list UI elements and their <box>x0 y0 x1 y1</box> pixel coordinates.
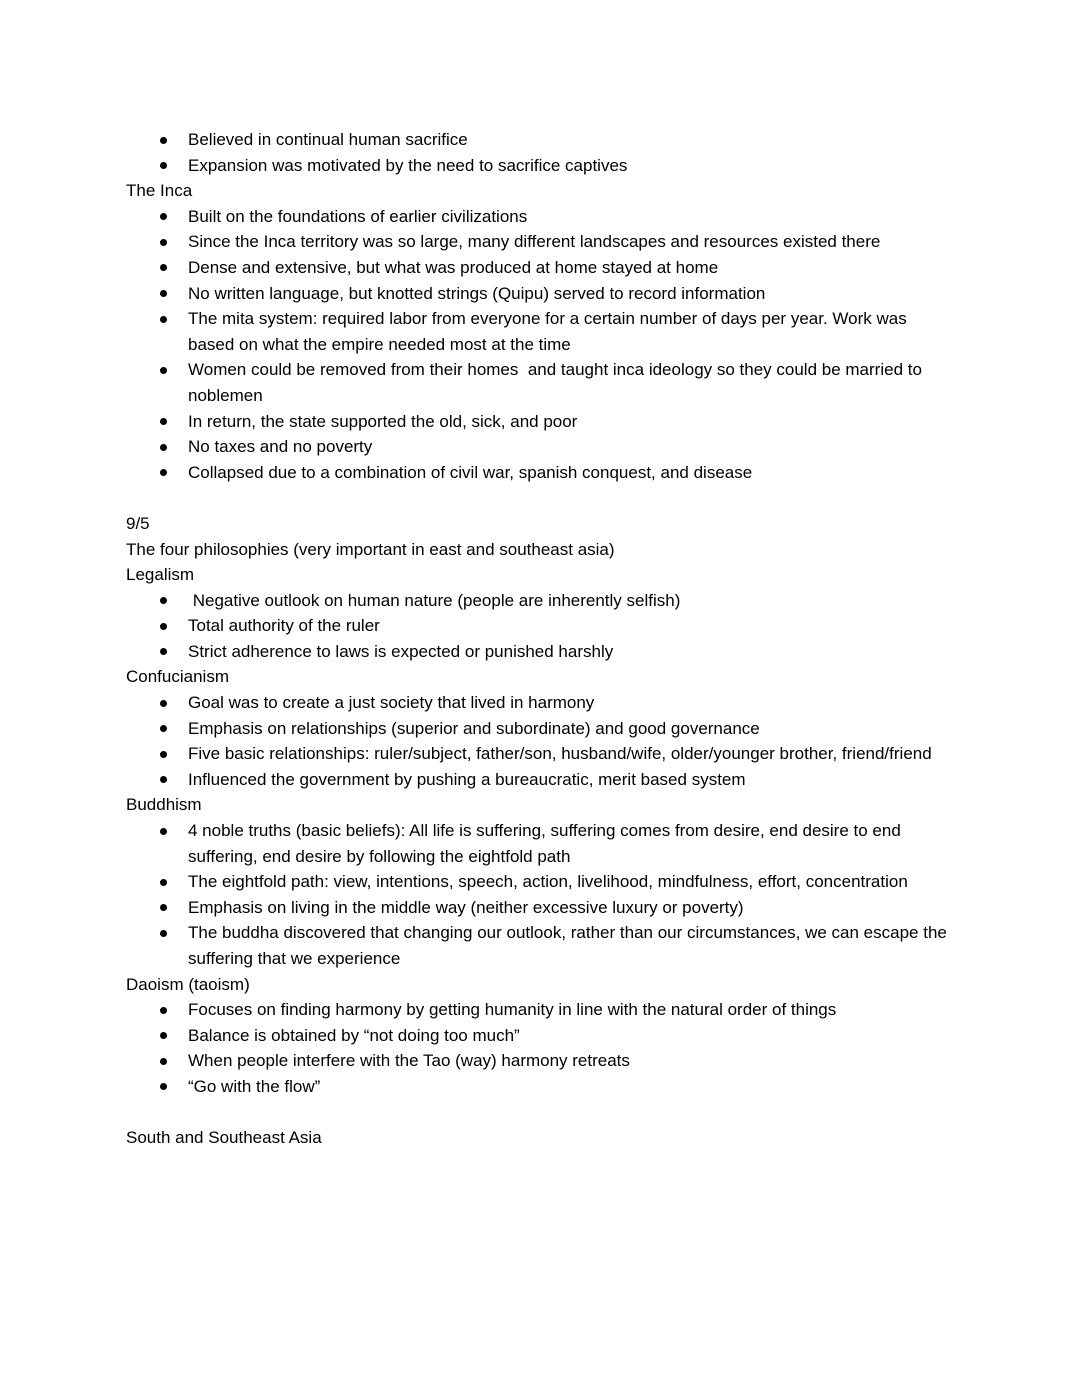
list-item <box>126 588 953 614</box>
bullet-icon <box>160 648 167 655</box>
list-item <box>126 690 953 716</box>
bullet-icon <box>160 930 167 937</box>
list-item-text: The buddha discovered that changing our outlook, rather than our circumstances, we can escape the suffering that we experience <box>188 923 952 968</box>
bullet-icon <box>160 137 167 144</box>
list-item-text: Goal was to create a just society that lived in harmony <box>188 693 595 713</box>
bullet-list <box>126 690 953 792</box>
list-item-text: “Go with the flow” <box>188 1076 321 1096</box>
bullet-icon <box>160 290 167 297</box>
bullet-icon <box>160 776 167 783</box>
list-item <box>126 869 953 895</box>
list-item-text: Strict adherence to laws is expected or punished harshly <box>188 641 614 661</box>
bullet-icon <box>160 316 167 323</box>
date-heading: 9/5 <box>126 513 150 533</box>
list-item-text: 4 noble truths (basic beliefs): All life is suffering, suffering comes from desire, end desire to end suffering, end desire by following the eightfold path <box>188 821 906 866</box>
bullet-icon <box>160 700 167 707</box>
bullet-icon <box>160 828 167 835</box>
list-item <box>126 255 953 281</box>
section-heading: The four philosophies (very important in east and southeast asia) <box>126 539 615 559</box>
section-heading: Legalism <box>126 565 195 585</box>
list-item <box>126 1023 953 1049</box>
bullet-icon <box>160 162 167 169</box>
list-item <box>126 434 953 460</box>
list-item-text: Believed in continual human sacrifice <box>188 130 468 149</box>
list-item <box>126 741 953 767</box>
list-item <box>126 153 953 179</box>
bullet-icon <box>160 1058 167 1065</box>
list-item <box>126 306 953 357</box>
list-item <box>126 895 953 921</box>
list-item-text: No taxes and no poverty <box>188 437 373 457</box>
list-item <box>126 767 953 793</box>
list-item <box>126 229 953 255</box>
bullet-icon <box>160 264 167 271</box>
list-item-text: Focuses on finding harmony by getting humanity in line with the natural order of things <box>188 1000 837 1020</box>
list-item-text: Negative outlook on human nature (people are inherently selfish) <box>188 590 681 610</box>
bullet-icon <box>160 239 167 246</box>
list-item-text: Women could be removed from their homes and taught inca ideology so they could be married to noblemen <box>188 360 927 405</box>
bullet-icon <box>160 1032 167 1039</box>
bullet-icon <box>160 213 167 220</box>
list-item <box>126 1048 953 1074</box>
bullet-list <box>126 127 953 178</box>
section-heading: Daoism (taoism) <box>126 974 250 994</box>
list-item <box>126 409 953 435</box>
blank-line <box>126 485 953 511</box>
list-item-text: Total authority of the ruler <box>188 616 380 636</box>
list-item <box>126 357 953 408</box>
list-item-text: Built on the foundations of earlier civilizations <box>188 206 528 226</box>
bullet-list <box>126 588 953 665</box>
list-item-text: Five basic relationships: ruler/subject, father/son, husband/wife, older/younger brother, friend/friend <box>188 744 932 764</box>
list-item-text: Since the Inca territory was so large, many different landscapes and resources existed there <box>188 232 881 252</box>
bullet-icon <box>160 444 167 451</box>
bullet-icon <box>160 367 167 374</box>
list-item <box>126 639 953 665</box>
list-item <box>126 127 953 153</box>
list-item <box>126 997 953 1023</box>
list-item-text: Emphasis on living in the middle way (neither excessive luxury or poverty) <box>188 897 744 917</box>
list-item <box>126 1074 953 1100</box>
list-item-text: The eightfold path: view, intentions, speech, action, livelihood, mindfulness, effort, concentration <box>188 872 908 892</box>
section-heading: Confucianism <box>126 667 229 687</box>
section-heading: The Inca <box>126 181 193 201</box>
list-item-text: Dense and extensive, but what was produced at home stayed at home <box>188 257 719 277</box>
list-item-text: The mita system: required labor from everyone for a certain number of days per year. Work was based on what the empire needed most at the time <box>188 309 912 354</box>
list-item-text: Emphasis on relationships (superior and subordinate) and good governance <box>188 718 760 738</box>
list-item-text: Influenced the government by pushing a bureaucratic, merit based system <box>188 769 746 789</box>
list-item-text: No written language, but knotted strings (Quipu) served to record information <box>188 283 766 303</box>
bullet-icon <box>160 418 167 425</box>
list-item <box>126 920 953 971</box>
bullet-icon <box>160 1007 167 1014</box>
list-item <box>126 818 953 869</box>
bullet-list <box>126 997 953 1099</box>
section-heading: Buddhism <box>126 795 202 815</box>
bullet-list <box>126 818 953 972</box>
list-item-text: Balance is obtained by “not doing too much” <box>188 1025 520 1045</box>
list-item <box>126 281 953 307</box>
bullet-list <box>126 204 953 486</box>
bullet-icon <box>160 623 167 630</box>
bullet-icon <box>160 597 167 604</box>
list-item-text: When people interfere with the Tao (way) harmony retreats <box>188 1051 630 1071</box>
list-item-text: Collapsed due to a combination of civil war, spanish conquest, and disease <box>188 462 753 482</box>
section-heading: South and Southeast Asia <box>126 1128 322 1148</box>
list-item <box>126 204 953 230</box>
list-item <box>126 613 953 639</box>
bullet-icon <box>160 904 167 911</box>
list-item <box>126 716 953 742</box>
list-item-text: In return, the state supported the old, sick, and poor <box>188 411 578 431</box>
blank-line <box>126 1100 953 1126</box>
bullet-icon <box>160 879 167 886</box>
bullet-icon <box>160 725 167 732</box>
bullet-icon <box>160 469 167 476</box>
list-item-text: Expansion was motivated by the need to sacrifice captives <box>188 155 628 175</box>
bullet-icon <box>160 751 167 758</box>
bullet-icon <box>160 1083 167 1090</box>
list-item <box>126 460 953 486</box>
